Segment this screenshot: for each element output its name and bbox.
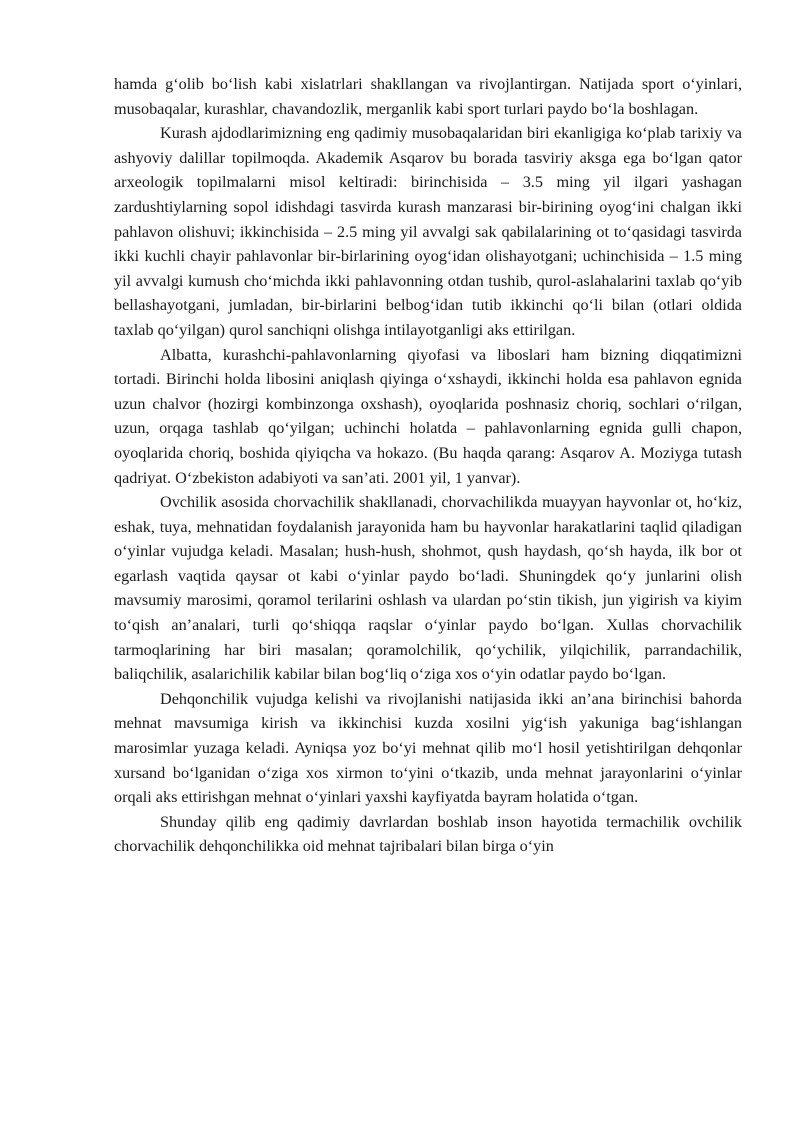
paragraph-4: Ovchilik asosida chorvachilik shakllanadi, chorvachilikda muayyan hayvonlar ot, ho‘kiz, eshak, tuya, mehnatidan foydalanish jarayonida ham bu hayvonlar harakatlarini taqlid qiladigan o‘yinlar vujudga keladi. Masalan; hush-hush, shohmot, qush haydash, qo‘sh hayda, ilk bor ot egarlash vaqtida qaysar ot kabi o‘yinlar paydo bo‘ladi. Shuningdek qo‘y junlarini olish mavsumiy marosimi, qoramol terilarini oshlash va ulardan po‘stin tikish, jun yigirish va kiyim to‘qish an’analari, turli qo‘shiqqa raqslar o‘yinlar paydo bo‘lgan. Xullas chorvachilik tarmoqlarining har biri masalan; qoramolchilik, qo‘ychilik, yilqichilik, parrandachilik, baliqchilik, asalarichilik kabilar bilan bog‘liq o‘ziga xos o‘yin odatlar paydo bo‘lgan. — [114, 493, 742, 684]
paragraph-3: Albatta, kurashchi-pahlavonlarning qiyofasi va liboslari ham bizning diqqatimizni tortadi. Birinchi holda libosini aniqlash qiyinga o‘xshaydi, ikkinchi holda esa pahlavon egnida uzun chalvor (hozirgi kombinzonga oxshash), oyoqlarida poshnasiz choriq, sochlari o‘rilgan, uzun, orqaga tashlab qo‘yilgan; uchinchi holatda – pahlavonlarning egnida gulli chapon, oyoqlarida choriq, boshida qiyiqcha va hokazo. (Bu haqda qarang: Asqarov A. Moziyga tutash qadriyat. O‘zbekiston adabiyoti va san’ati. 2001 yil, 1 yanvar). — [114, 345, 742, 487]
paragraph-1: hamda g‘olib bo‘lish kabi xislatrlari shakllangan va rivojlantirgan. Natijada sport o‘yinlari, musobaqalar, kurashlar, chavandozlik, merganlik kabi sport turlari paydo bo‘la boshlagan. — [114, 75, 742, 118]
paragraph-2: Kurash ajdodlarimizning eng qadimiy musobaqalaridan biri ekanligiga ko‘plab tarixiy va ashyoviy dalillar topilmoqda. Akademik Asqarov bu borada tasviriy aksga ega bo‘lgan qator arxeologik topilmalarni misol keltiradi: birinchisida – 3.5 ming yil ilgari yashagan zardushtiylarning sopol idishdagi tasvirda kurash manzarasi bir-birining oyog‘ini chalgan ikki pahlavon olishuvi; ikkinchisida – 2.5 ming yil avvalgi sak qabilalarining ot to‘qasidagi tasvirda ikki kuchli chayir pahlavonlar bir-birlarining oyog‘idan olishayotgani; uchinchisida – 1.5 ming yil avvalgi kumush cho‘michda ikki pahlavonning otdan tushib, qurol-aslahalarini taxlab qo‘yib bellashayotgani, jumladan, bir-birlarini belbog‘idan tutib ikkinchi qo‘li bilan (otlari oldida taxlab qo‘yilgan) qurol sanchiqni olishga intilayotganligi aks ettirilgan. — [114, 124, 742, 339]
document-page — [114, 72, 742, 859]
paragraph-6: Shunday qilib eng qadimiy davrlardan boshlab inson hayotida termachilik ovchilik chorvachilik dehqonchilikka oid mehnat tajribalari bilan birga o‘yin — [114, 812, 742, 856]
paragraph-5: Dehqonchilik vujudga kelishi va rivojlanishi natijasida ikki an’ana birinchisi bahorda mehnat mavsumiga kirish va ikkinchisi kuzda xosilni yig‘ish yakuniga bag‘ishlangan marosimlar yuzaga keladi. Ayniqsa yoz bo‘yi mehnat qilib mo‘l hosil yetishtirilgan dehqonlar xursand bo‘lganidan o‘ziga xos xirmon to‘yini o‘tkazib, unda mehnat jarayonlarini o‘yinlar orqali aks ettirishgan mehnat o‘yinlari yaxshi kayfiyatda bayram holatida o‘tgan. — [114, 689, 742, 807]
